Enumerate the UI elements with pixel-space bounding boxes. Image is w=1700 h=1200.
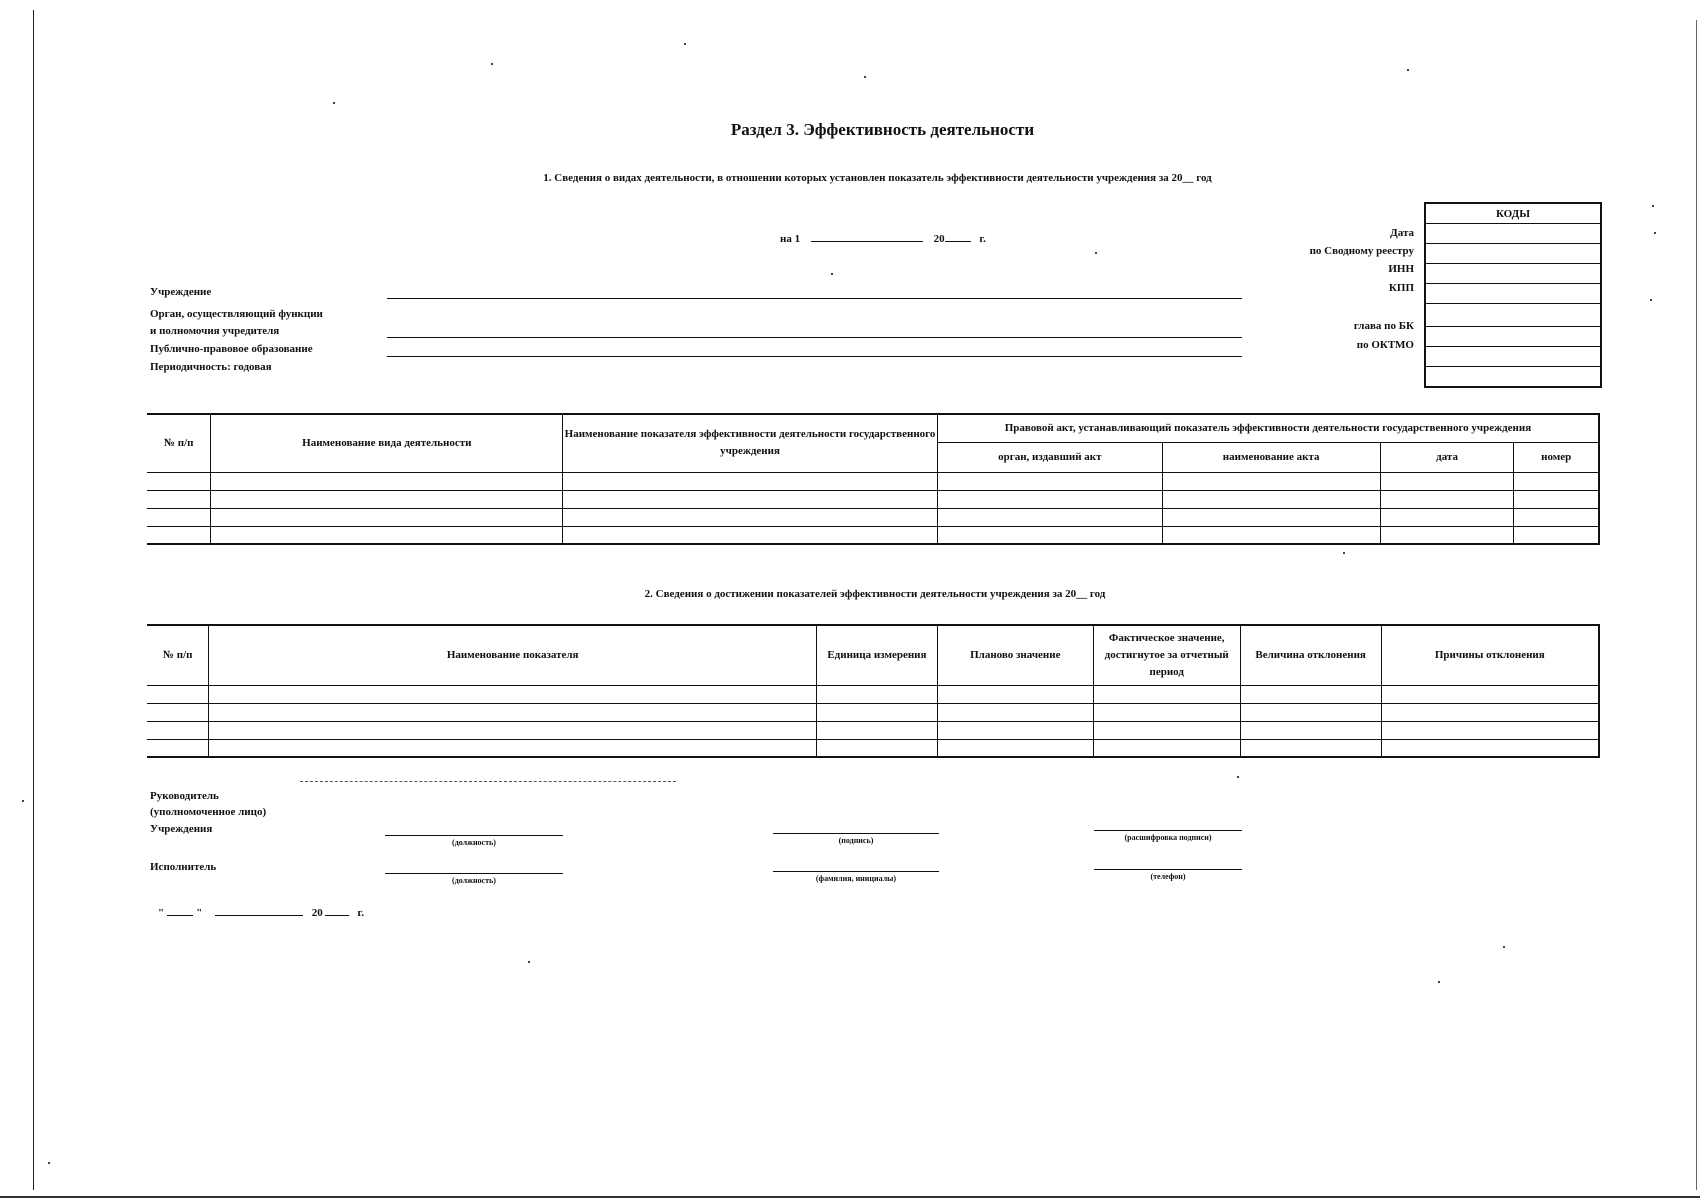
table-row — [147, 739, 1599, 757]
codes-table — [1424, 202, 1602, 388]
section-title: Раздел 3. Эффективность деятельности — [730, 120, 1035, 139]
scan-speck — [1654, 232, 1656, 234]
code-inn-cell[interactable] — [1425, 264, 1601, 284]
scan-speck — [831, 273, 833, 275]
scan-speck — [1343, 552, 1345, 554]
code-label-registry: по Сводному реестру — [1309, 245, 1414, 257]
t1-sub-number: номер — [1514, 442, 1599, 472]
scan-speck — [1652, 205, 1654, 207]
head-label-line2: (уполномоченное лицо) — [150, 806, 267, 818]
founder-label-line2: и полномочия учредителя — [150, 325, 280, 337]
table-row — [147, 721, 1599, 739]
t2-col-unit: Единица измерения — [816, 625, 937, 685]
table-row — [147, 472, 1599, 490]
date-prefix: на 1 — [780, 233, 801, 245]
executor-position-field[interactable] — [385, 873, 563, 874]
t1-sub-body: орган, издавший акт — [937, 442, 1162, 472]
caption-position: (должность) — [452, 838, 496, 847]
scan-speck — [1438, 981, 1440, 983]
code-kpp-cell[interactable] — [1425, 284, 1601, 304]
scan-speck — [1237, 776, 1239, 778]
code-label-bk: глава по БК — [1353, 320, 1414, 332]
table-row — [147, 490, 1599, 508]
signing-month-field[interactable] — [215, 903, 303, 916]
executor-name-field[interactable] — [773, 871, 939, 872]
signing-day-field[interactable] — [167, 903, 193, 916]
t1-col-legal-act: Правовой акт, устанавливающий показатель эффективности деятельности государственного учреждения — [937, 414, 1599, 442]
scan-speck — [1095, 252, 1097, 254]
public-entity-label: Публично-правовое образование — [150, 343, 313, 355]
founder-label-line1: Орган, осуществляющий функции — [150, 308, 323, 320]
table-row — [147, 508, 1599, 526]
executor-label: Исполнитель — [150, 861, 217, 873]
code-label-oktmo: по ОКТМО — [1356, 339, 1414, 351]
head-label-line1: Руководитель — [150, 790, 219, 802]
t2-col-fact: Фактическое значение, достигнутое за отчетный период — [1093, 625, 1240, 685]
scan-speck — [1407, 69, 1409, 71]
scan-edge-bottom — [0, 1196, 1700, 1198]
head-position-field[interactable] — [385, 835, 563, 836]
institution-field[interactable] — [387, 298, 1242, 299]
code-label-inn: ИНН — [1388, 263, 1414, 275]
executor-phone-field[interactable] — [1094, 869, 1242, 870]
public-entity-field[interactable] — [387, 356, 1242, 357]
date-line — [780, 229, 986, 245]
scan-speck — [333, 102, 335, 104]
date-day-month-field[interactable] — [811, 229, 923, 242]
t2-col-plan: Планово значение — [937, 625, 1093, 685]
code-extra-cell[interactable] — [1425, 367, 1601, 388]
t2-col-num: № п/п — [147, 625, 209, 685]
code-label-kpp: КПП — [1388, 282, 1414, 294]
head-label-line3: Учреждения — [150, 823, 213, 835]
scan-edge-left — [33, 10, 34, 1190]
institution-label: Учреждение — [150, 286, 212, 298]
head-decoding-field[interactable] — [1094, 830, 1242, 831]
t1-col-num: № п/п — [147, 414, 211, 472]
scan-speck — [1650, 299, 1652, 301]
caption-position-executor: (должность) — [452, 876, 496, 885]
t1-col-indicator: Наименование показателя эффективности деятельности государственного учреждения — [563, 414, 938, 472]
scan-speck — [48, 1162, 50, 1164]
date-quote-close: " — [196, 907, 203, 919]
periodicity-label: Периодичность: годовая — [150, 361, 272, 373]
achievements-table — [147, 624, 1600, 758]
scan-speck — [528, 961, 530, 963]
head-signature-field[interactable] — [773, 833, 939, 834]
caption-signature: (подпись) — [838, 836, 874, 845]
caption-name: (фамилия, инициалы) — [815, 874, 897, 883]
t2-col-reasons: Причины отклонения — [1381, 625, 1599, 685]
codes-header: КОДЫ — [1425, 203, 1601, 224]
scan-edge-right — [1696, 20, 1697, 1190]
t1-col-activity: Наименование вида деятельности — [211, 414, 563, 472]
scan-speck — [684, 43, 686, 45]
table-row — [147, 526, 1599, 544]
code-label-date: Дата — [1390, 227, 1414, 239]
code-bk-cell[interactable] — [1425, 327, 1601, 347]
date-quote-open: " — [158, 907, 165, 919]
scan-speck — [864, 76, 866, 78]
signing-year-field[interactable] — [325, 903, 349, 916]
activities-table — [147, 413, 1600, 545]
date-year-prefix: 20 — [933, 233, 945, 245]
date-year-field[interactable] — [945, 229, 971, 242]
t1-sub-name: наименование акта — [1162, 442, 1380, 472]
scan-speck — [491, 63, 493, 65]
caption-phone: (телефон) — [1150, 872, 1186, 881]
date-suffix: г. — [979, 233, 986, 245]
signing-date-suffix: г. — [357, 907, 364, 919]
founder-field[interactable] — [387, 337, 1242, 338]
part1-title: 1. Сведения о видах деятельности, в отношении которых установлен показатель эффективности деятельности учреждения за 20__ год — [543, 172, 1212, 184]
dashed-separator — [300, 781, 676, 783]
code-date-cell[interactable] — [1425, 224, 1601, 244]
part2-title: 2. Сведения о достижении показателей эффективности деятельности учреждения за 20__ год — [644, 588, 1106, 600]
caption-decoding: (расшифровка подписи) — [1124, 833, 1212, 842]
signing-date — [158, 903, 364, 919]
scan-speck — [1503, 946, 1505, 948]
t2-col-deviation: Величина отклонения — [1240, 625, 1381, 685]
code-blank-cell[interactable] — [1425, 304, 1601, 327]
t1-sub-date: дата — [1380, 442, 1514, 472]
code-oktmo-cell[interactable] — [1425, 347, 1601, 367]
table-row — [147, 703, 1599, 721]
code-registry-cell[interactable] — [1425, 244, 1601, 264]
t2-col-name: Наименование показателя — [209, 625, 817, 685]
signing-year-prefix: 20 — [311, 907, 323, 919]
table-row — [147, 685, 1599, 703]
scan-speck — [22, 800, 24, 802]
